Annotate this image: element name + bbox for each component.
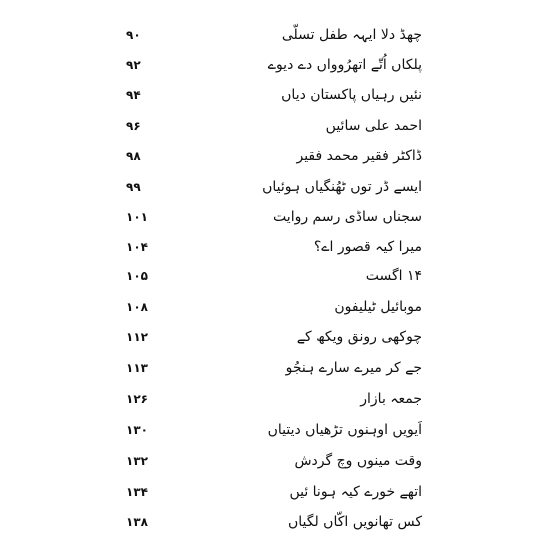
toc-entry-title: میرا کیہ قصور اے؟ — [313, 239, 422, 255]
toc-entry-title: ڈاکٹر فقیر محمد فقیر — [296, 148, 422, 164]
toc-entry-title: ۱۴ اگست — [365, 268, 422, 284]
toc-entry-page: ۱۲۶ — [126, 392, 148, 406]
toc-entry — [126, 174, 422, 200]
toc-entry — [126, 204, 422, 230]
toc-entry — [126, 417, 422, 443]
toc-entry-page: ۱۱۳ — [126, 361, 148, 375]
table-of-contents — [126, 22, 422, 538]
toc-entry-title: سجناں ساڈی رسم روایت — [273, 209, 422, 225]
toc-entry-page: ۹۰ — [126, 28, 141, 42]
toc-entry-title: جے کر میرے سارے ہنجُو — [285, 360, 422, 376]
toc-entry — [126, 448, 422, 474]
toc-entry-page: ۱۰۵ — [126, 269, 148, 283]
toc-entry-page: ۱۳۴ — [126, 485, 148, 499]
toc-entry-title: اتھے خورے کیہ ہونا ئیں — [289, 484, 422, 500]
toc-entry-title: جمعہ بازار — [360, 391, 422, 407]
toc-entry-page: ۹۹ — [126, 180, 141, 194]
toc-entry-title: چوکھی رونق ویکھ کے — [296, 329, 422, 345]
toc-entry-page: ۱۱۲ — [126, 330, 148, 344]
toc-entry — [126, 355, 422, 381]
toc-entry — [126, 52, 422, 78]
toc-entry — [126, 294, 422, 320]
toc-entry-title: وقت مینوں وچ گردش — [294, 453, 422, 469]
toc-entry-title: اَیویں اوہنوں تڑھیاں دیتیاں — [267, 422, 422, 438]
toc-entry — [126, 263, 422, 289]
toc-entry-page: ۱۳۲ — [126, 454, 148, 468]
toc-entry — [126, 143, 422, 169]
toc-entry-title: پلکاں اُتّے اتھرُوواں دے دیوے — [267, 57, 422, 73]
toc-entry-page: ۱۰۱ — [126, 210, 148, 224]
toc-entry-title: احمد علی سائیں — [325, 118, 422, 134]
toc-entry-page: ۹۶ — [126, 119, 141, 133]
toc-entry-title: موبائیل ٹیلیفون — [334, 299, 422, 315]
toc-entry — [126, 479, 422, 505]
toc-entry — [126, 509, 422, 535]
toc-entry-title: چھڈ دلا ایہہ طفل تسلّی — [281, 27, 422, 43]
toc-entry — [126, 324, 422, 350]
toc-entry-page: ۱۰۴ — [126, 240, 148, 254]
toc-entry — [126, 234, 422, 260]
toc-entry-page: ۱۳۰ — [126, 423, 148, 437]
toc-entry — [126, 82, 422, 108]
toc-entry-page: ۹۲ — [126, 58, 141, 72]
toc-entry-page: ۱۰۸ — [126, 300, 148, 314]
toc-entry-page: ۹۴ — [126, 88, 141, 102]
toc-entry-title: نئیں رہیاں پاکستان دیاں — [281, 87, 422, 103]
toc-entry-title: ایسے ڈر توں ٹھُنگیاں ہوئیاں — [262, 179, 422, 195]
toc-entry — [126, 22, 422, 48]
toc-entry-page: ۹۸ — [126, 149, 141, 163]
toc-entry — [126, 113, 422, 139]
toc-entry-title: کس تھانویں اکّاں لگیاں — [287, 514, 422, 530]
toc-entry-page: ۱۳۸ — [126, 515, 148, 529]
toc-entry — [126, 386, 422, 412]
